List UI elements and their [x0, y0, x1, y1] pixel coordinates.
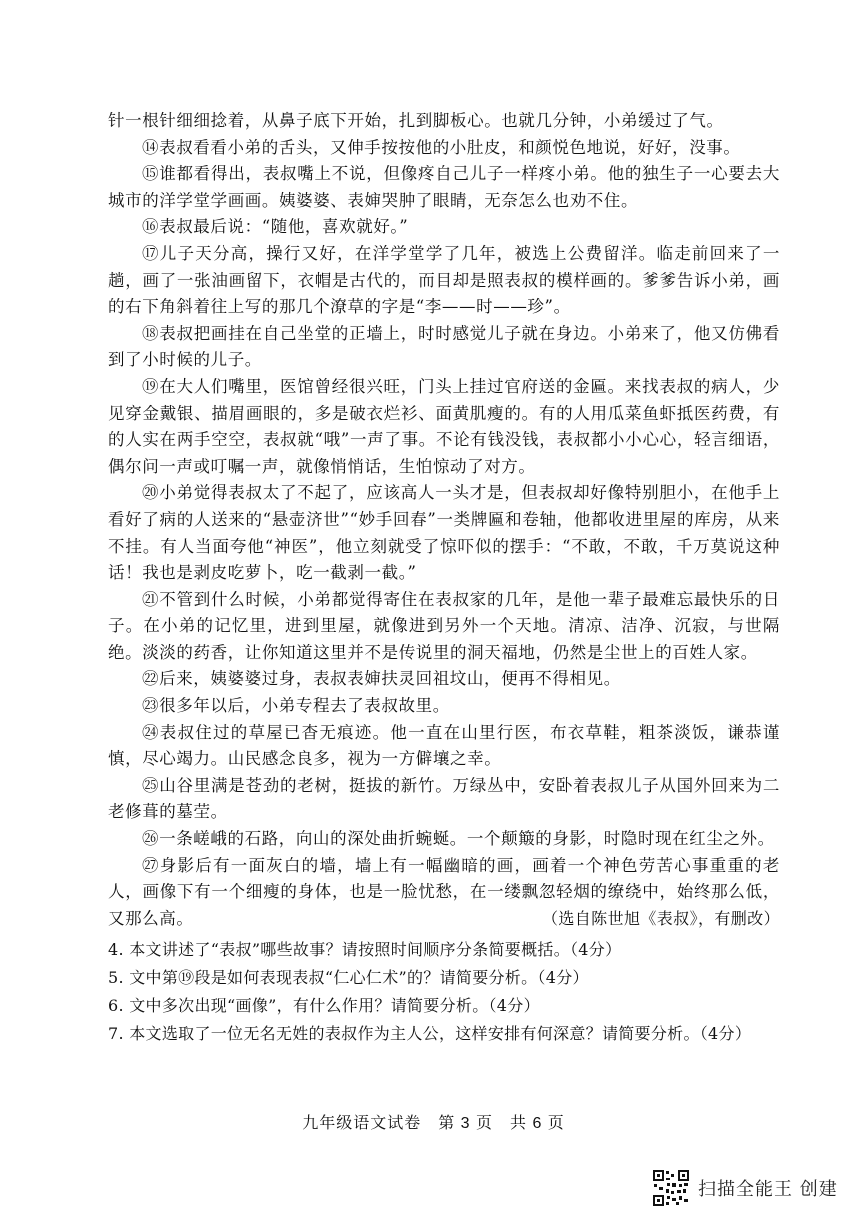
qr-code-icon — [652, 1169, 690, 1207]
passage-paragraph: ⑭表叔看看小弟的舌头，又伸手按按他的小肚皮，和颜悦色地说，好好，没事。 — [142, 137, 741, 157]
reading-passage — [108, 108, 780, 1048]
source-citation: （选自陈世旭《表叔》，有删改） — [541, 908, 780, 928]
passage-paragraph: ⑮谁都看得出，表叔嘴上不说，但像疼自己儿子一样疼小弟。他的独生子一心要去大城市的洋学堂学画画。姨婆婆、表婶哭肿了眼睛，无奈怎么也劝不住。 — [108, 164, 780, 210]
passage-paragraph: ⑲在大人们嘴里，医馆曾经很兴旺，门头上挂过官府送的金匾。来找表叔的病人，少见穿金戴银、描眉画眼的，多是破衣烂衫、面黄肌瘦的。有的人用瓜菜鱼虾抵医药费，有的人实在两手空空，表叔就“哦”一声了事。不论有钱没钱，表叔都小小心心，轻言细语，偶尔问一声或叮嘱一声，就像悄悄话，生怕惊动了对方。 — [108, 376, 780, 476]
passage-paragraph: ㉒后来，姨婆婆过身，表叔表婶扶灵回祖坟山，便再不得相见。 — [142, 669, 621, 689]
exam-question: 6. 文中多次出现“画像”，有什么作用？请简要分析。（4分） — [108, 996, 540, 1016]
exam-question: 7. 本文选取了一位无名无姓的表叔作为主人公，这样安排有何深意？请简要分析。（4分） — [108, 1024, 752, 1044]
passage-paragraph: ㉑不管到什么时候，小弟都觉得寄住在表叔家的几年，是他一辈子最难忘最快乐的日子。在小弟的记忆里，进到里屋，就像进到另外一个天地。清凉、洁净、沉寂，与世隔绝。淡淡的药香，让你知道这里并不是传说里的洞天福地，仍然是尘世上的百姓人家。 — [108, 589, 780, 662]
passage-paragraphs — [108, 108, 780, 932]
question-list — [108, 936, 780, 1048]
passage-paragraph: ㉕山谷里满是苍劲的老树，挺拔的新竹。万绿丛中，安卧着表叔儿子从国外回来为二老修葺的墓茔。 — [108, 775, 780, 822]
exam-question: 4. 本文讲述了“表叔”哪些故事？请按照时间顺序分条简要概括。（4分） — [108, 940, 622, 960]
exam-question: 5. 文中第⑲段是如何表现表叔“仁心仁术”的？请简要分析。（4分） — [108, 968, 589, 988]
watermark-text: 扫描全能王 创建 — [698, 1179, 838, 1200]
passage-paragraph: ㉔表叔住过的草屋已杳无痕迹。他一直在山里行医，布衣草鞋，粗茶淡饭，谦恭谨慎，尽心竭力。山民感念良多，视为一方僻壤之幸。 — [108, 722, 780, 769]
passage-paragraph: ⑳小弟觉得表叔太了不起了，应该高人一头才是，但表叔却好像特别胆小，在他手上看好了病的人送来的“悬壶济世”“妙手回春”一类牌匾和卷轴，他都收进里屋的库房，从来不挂。有人当面夸他“神医”，他立刻就受了惊吓似的摆手：“不敢，不敢，千万莫说这种话！我也是剥皮吃萝卜，吃一截剥一截。” — [108, 483, 780, 583]
passage-paragraph: ⑯表叔最后说：“随他，喜欢就好。” — [142, 217, 409, 237]
page-footer: 九年级语文试卷 第 3 页 共 6 页 — [302, 1115, 565, 1132]
passage-paragraph: ㉗身影后有一面灰白的墙，墙上有一幅幽暗的画，画着一个神色劳苦心事重重的老人，画像下有一个细瘦的身体，也是一脸忧愁，在一缕飘忽轻烟的缭绕中，始终那么低，又那么高。 — [108, 855, 780, 928]
passage-paragraph: ㉖一条嵯峨的石路，向山的深处曲折蜿蜒。一个颠簸的身影，时隐时现在红尘之外。 — [142, 829, 775, 849]
scanner-watermark — [652, 1168, 838, 1208]
passage-paragraph: ㉓很多年以后，小弟专程去了表叔故里。 — [142, 696, 450, 716]
passage-paragraph: ⑱表叔把画挂在自己坐堂的正墙上，时时感觉儿子就在身边。小弟来了，他又仿佛看到了小时候的儿子。 — [108, 323, 780, 370]
passage-paragraph: 针一根针细细捻着，从鼻子底下开始，扎到脚板心。也就几分钟，小弟缓过了气。 — [108, 111, 724, 130]
passage-paragraph: ⑰儿子天分高，操行又好，在洋学堂学了几年，被选上公费留洋。临走前回来了一趟，画了一张油画留下，衣帽是古代的，而目却是照表叔的模样画的。爹爹告诉小弟，画的右下角斜着往上写的那几个潦草的字是“李——时——珍”。 — [108, 243, 780, 317]
